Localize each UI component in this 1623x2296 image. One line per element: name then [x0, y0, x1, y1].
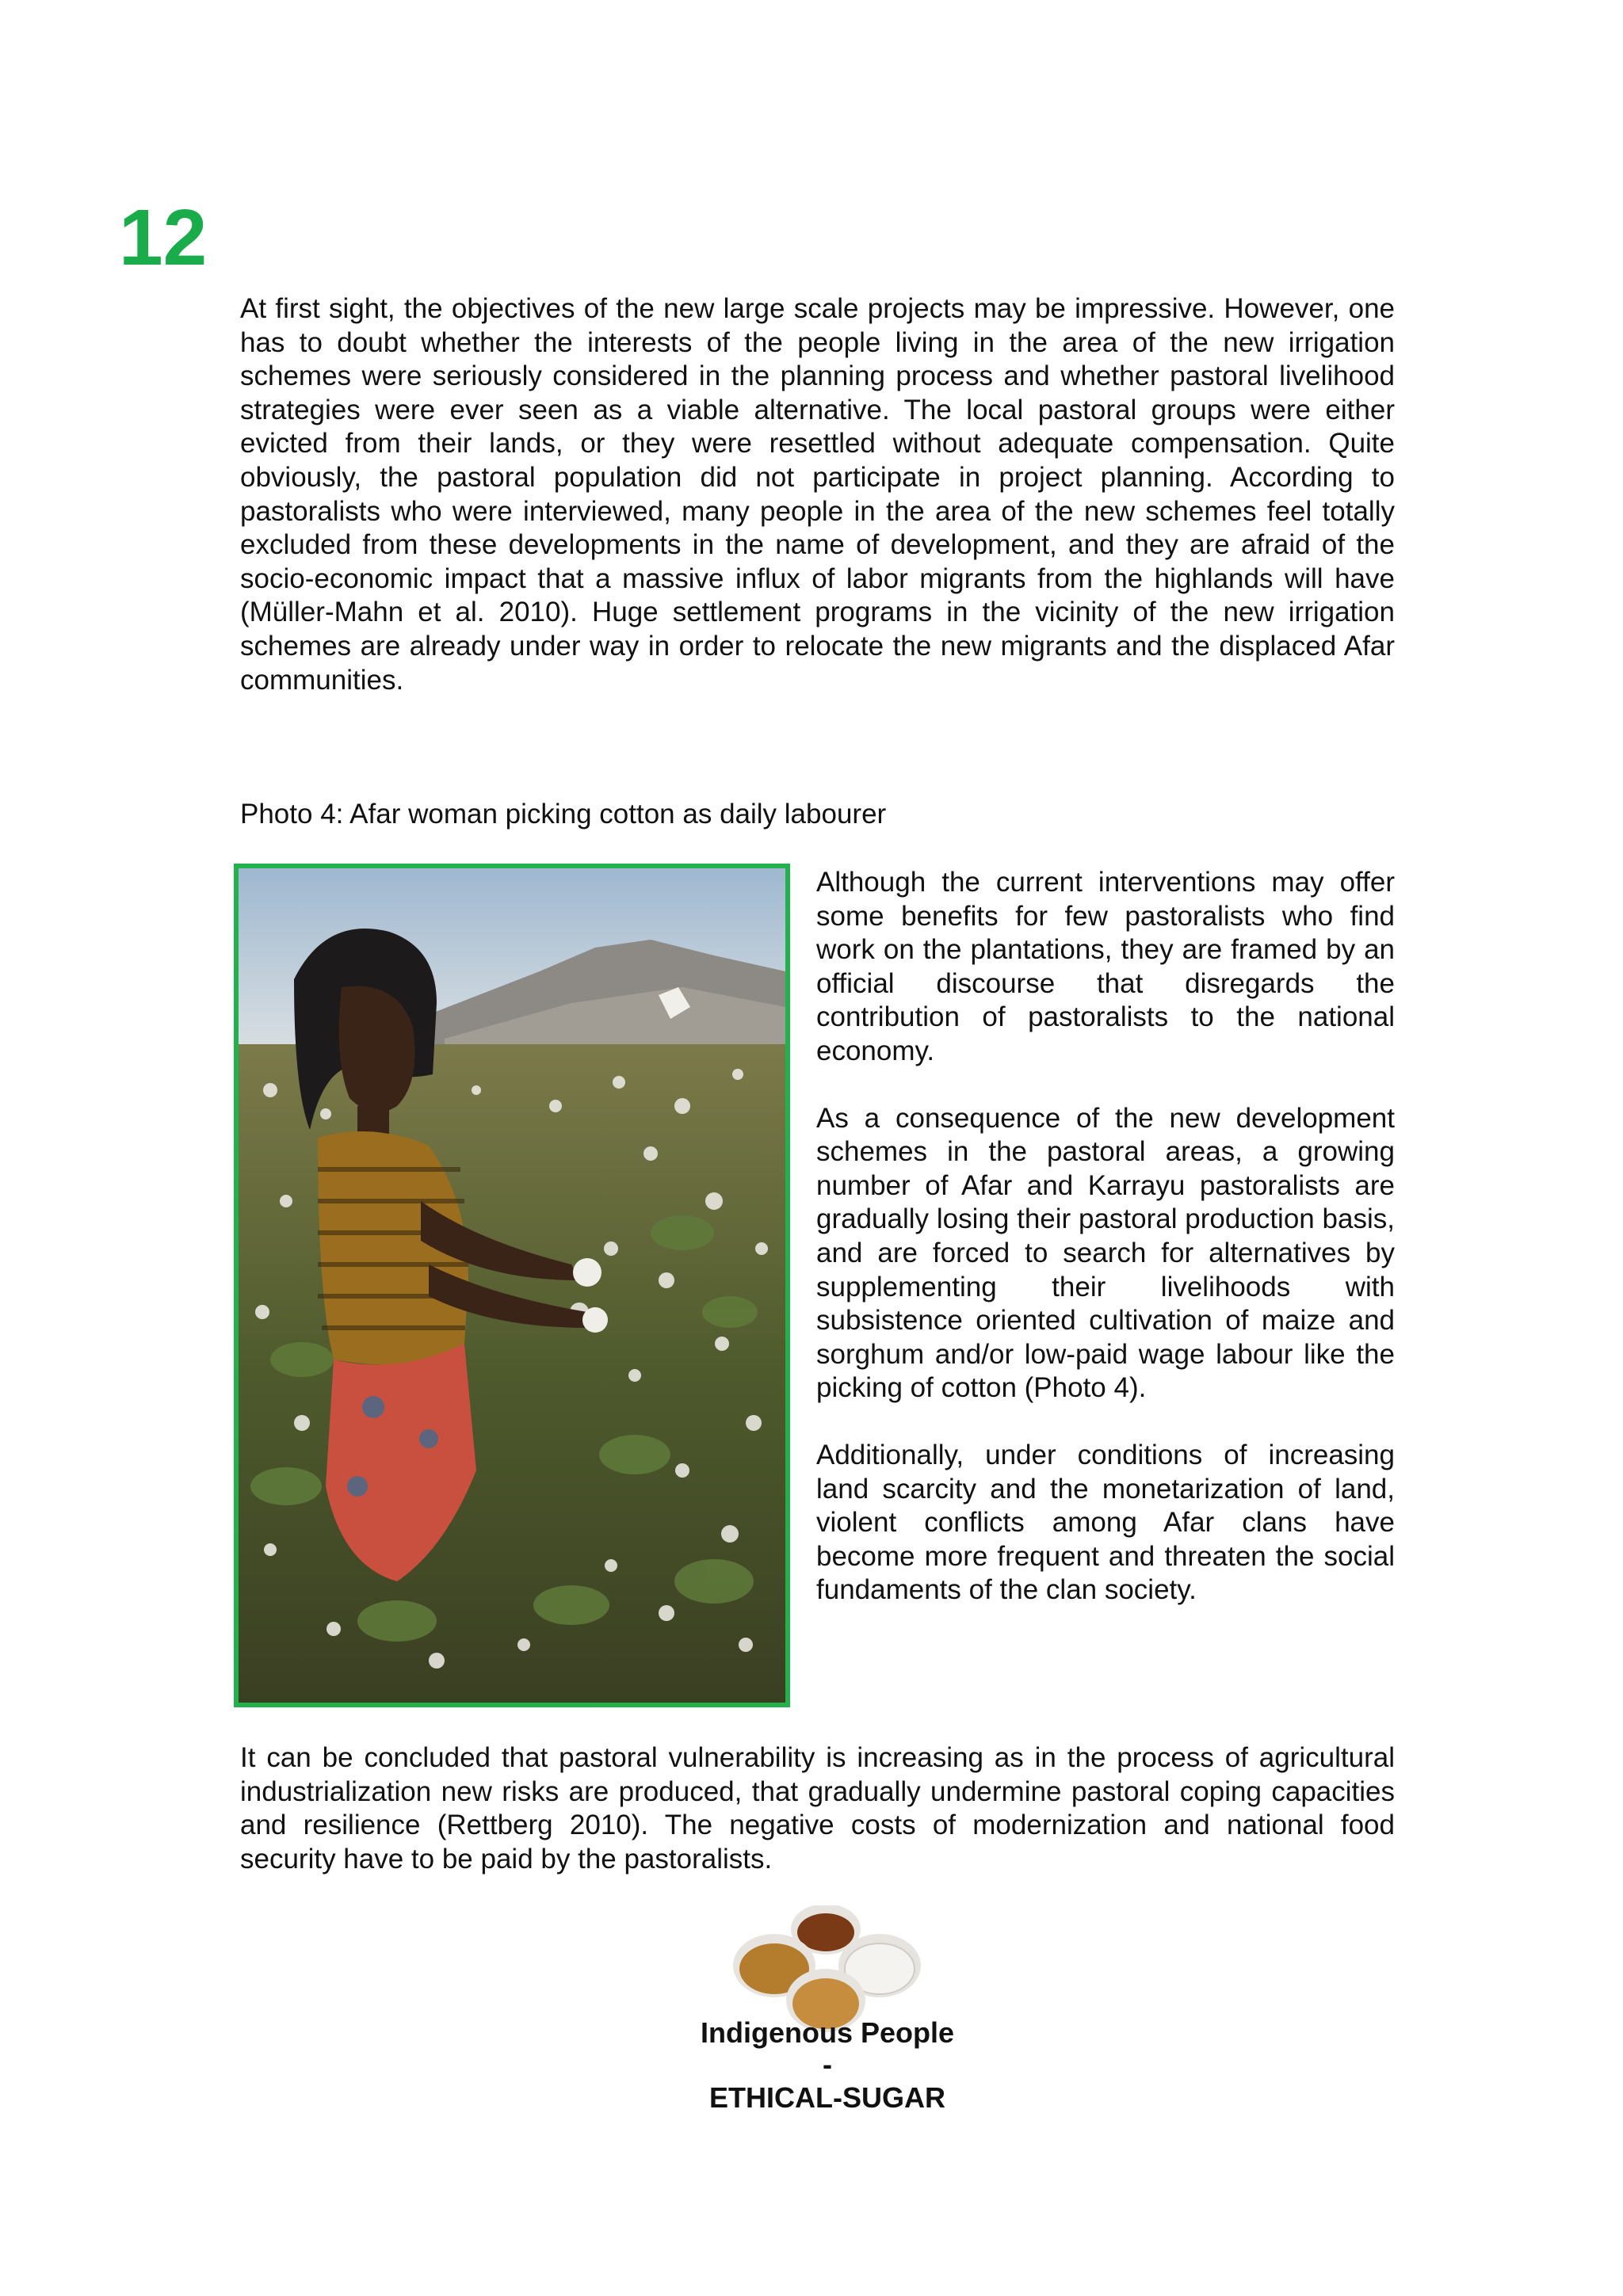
side-paragraph-1: Although the current interventions may offer some benefits for few pastoralists who find work on the plantations, they are framed by an official discourse that disregards the contribution of pastoralists to the national economy. [816, 867, 1395, 1066]
photo-illustration [239, 868, 785, 1703]
side-column [816, 866, 1395, 1641]
photo-caption: Photo 4: Afar woman picking cotton as daily labourer [240, 799, 887, 830]
logo-text-line-2: - [823, 2048, 832, 2081]
logo-text-line-1: Indigenous People [700, 2016, 955, 2049]
logo-text-line-3: ETHICAL-SUGAR [709, 2081, 945, 2114]
conclusion-paragraph: It can be concluded that pastoral vulnerability is increasing as in the process of agricultural industrialization new risks are produced, that gradually undermine pastoral coping capacities and resilience (Rettberg 2010). The negative costs of modernization and national food security have to be paid by the pastoralists. [240, 1742, 1395, 1875]
side-paragraph-2: As a consequence of the new development schemes in the pastoral areas, a growing number of Afar and Karrayu pastoralists are gradually losing their pastoral production basis, and are forced to search for alternatives by supplementing their livelihoods with subsistence oriented cultivation of maize and sorghum and/or low-paid wage labour like the picking of cotton (Photo 4). [816, 1102, 1395, 1404]
intro-paragraph: At first sight, the objectives of the new large scale projects may be impressive. However, one has to doubt whether the interests of the people living in the area of the new irrigation schemes were seriously considered in the planning process and whether pastoral livelihood strategies were ever seen as a viable alternative. The local pastoral groups were either evicted from their lands, or they were resettled without adequate compensation. Quite obviously, the pastoral population did not participate in project planning. According to pastoralists who were interviewed, many people in the area of the new schemes feel totally excluded from these developments in the name of development, and they are afraid of the socio-economic impact that a massive influx of labor migrants from the highlands will have (Müller-Mahn et al. 2010). Huge settlement programs in the vicinity of the new irrigation schemes are already under way in order to relocate the new migrants and the displaced Afar communities. [240, 293, 1395, 696]
side-paragraph-3: Additionally, under conditions of increasing land scarcity and the monetarization of land, violent conflicts among Afar clans have become more frequent and threaten the social fundaments of the clan society. [816, 1439, 1395, 1606]
photo-afar-woman-picking-cotton [234, 864, 790, 1707]
page-number: 12 [119, 193, 208, 282]
